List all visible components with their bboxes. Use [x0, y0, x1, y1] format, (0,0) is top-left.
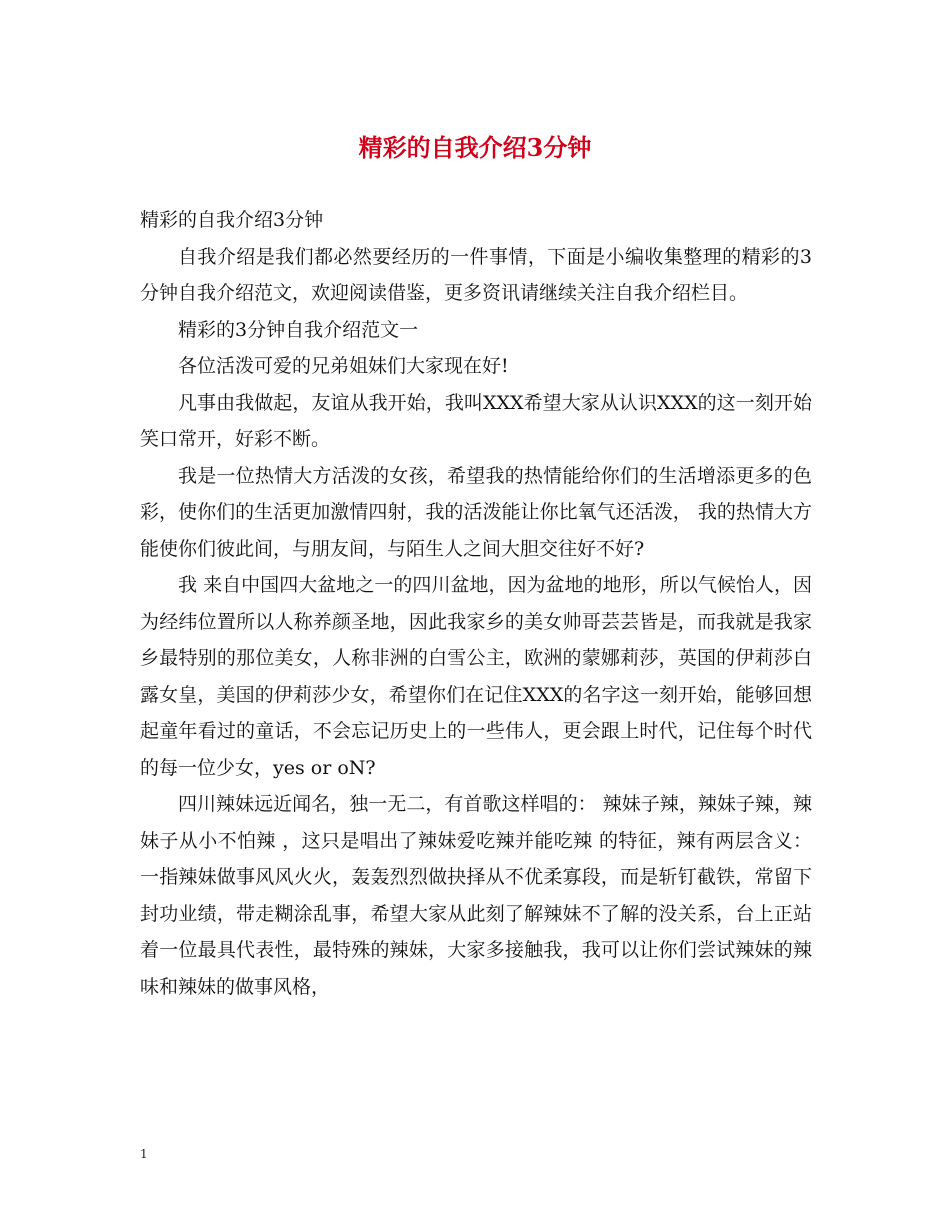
paragraph-intro: 自我介绍是我们都必然要经历的一件事情，下面是小编收集整理的精彩的3分钟自我介绍范文，欢迎阅读借鉴，更多资讯请继续关注自我介绍栏目。: [140, 245, 812, 304]
paragraph-hometown: 我 来自中国四大盆地之一的四川盆地，因为盆地的地形，所以气候怡人，因为经纬位置所以人称养颜圣地，因此我家乡的美女帅哥芸芸皆是，而我就是我家乡最特别的那位美女，人称非洲的白雪公主，欧洲的蒙娜莉莎，英国的伊莉莎白露女皇，美国的伊莉莎少女，希望你们在记住XXX的名字这一刻开始，能够回想起童年看过的童话，不会忘记历史上的一些伟人，更会跟上时代，记住每个时代的每一位少女，yes or oN?: [140, 574, 812, 779]
paragraph-spicy-girl: 四川辣妹远近闻名，独一无二，有首歌这样唱的： 辣妹子辣，辣妹子辣，辣妹子从小不怕辣 ，这只是唱出了辣妹爱吃辣并能吃辣 的特征，辣有两层含义：一指辣妹做事风风火火，轰轰烈烈做抉择从不优柔寡段，而是斩钉截铁，常留下封功业绩，带走糊涂乱事，希望大家从此刻了解辣妹不了解的没关系，台上正站着一位最具代表性，最特殊的辣妹，大家多接触我，我可以让你们尝试辣妹的辣味和辣妹的做事风格，: [140, 793, 812, 998]
paragraph-personality: 我是一位热情大方活泼的女孩，希望我的热情能给你们的生活增添更多的色彩，使你们的生活更加激情四射，我的活泼能让你比氧气还活泼， 我的热情大方能使你们彼此间，与朋友间，与陌生人之间大胆交往好不好?: [140, 464, 812, 560]
paragraph-name: 凡事由我做起，友谊从我开始，我叫XXX希望大家从认识XXX的这一刻开始笑口常开，好彩不断。: [140, 391, 812, 450]
paragraph-greeting: 各位活泼可爱的兄弟姐妹们大家现在好!: [178, 355, 509, 377]
document-body: [140, 202, 812, 1005]
document-title: 精彩的自我介绍3分钟: [358, 133, 592, 162]
paragraph-subtitle: 精彩的自我介绍3分钟: [140, 209, 324, 231]
page-number: 1: [140, 1147, 148, 1161]
paragraph-section-heading: 精彩的3分钟自我介绍范文一: [178, 318, 419, 341]
